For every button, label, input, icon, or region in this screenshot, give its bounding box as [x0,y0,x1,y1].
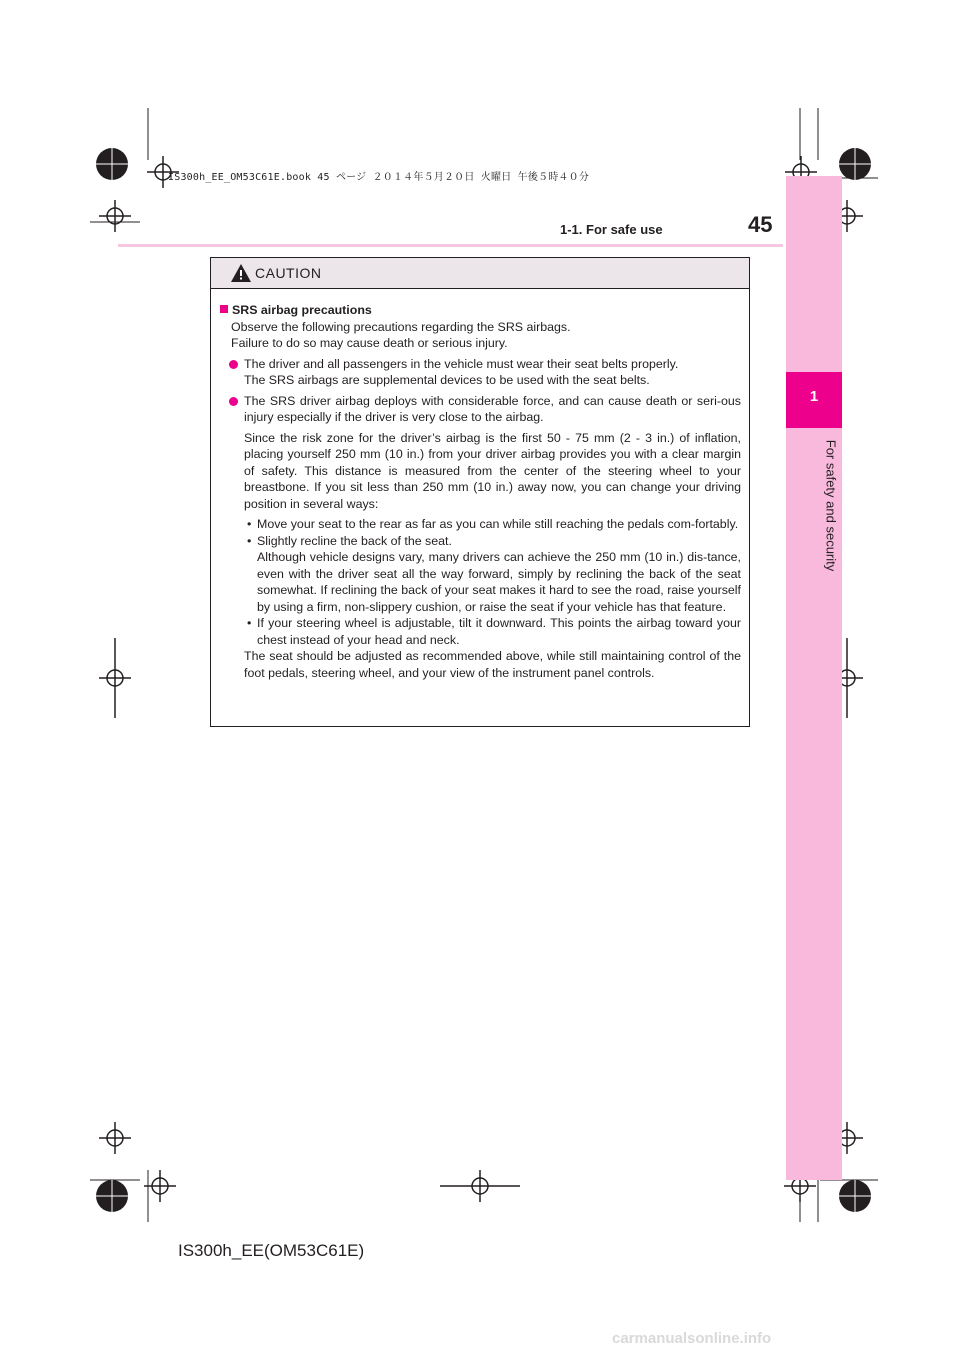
chapter-title: For safety and security [823,439,839,572]
paragraph: Although vehicle designs vary, many drivers can achieve the 250 mm (10 in.) dis-tance, even with the driver seat all the way forward, simply by reclining the back of the seat somewhat. If reclining the back of your seat makes it hard to see the road, raise yourself by using a firm, non-slippery cushion, or raise the seat if your vehicle has that feature. [257,550,741,614]
bullet-dot-icon [229,360,238,369]
paragraph: Since the risk zone for the driver’s airbag is the first 50 - 75 mm (2 - 3 in.) of inflation, placing yourself 250 mm (10 in.) from your driver airbag provides you with a clear margin of safety. This distance is measured from the center of the steering wheel to your breastbone. If you sit less than 250 mm (10 in.) away now, you can change your driving position in several ways: [244,430,741,511]
caution-label: CAUTION [255,265,322,281]
print-info: IS300h_EE_OM53C61E.book 45 ページ ２０１４年５月２０日 火曜日 午後５時４０分 [168,172,590,183]
sub-list [220,516,741,648]
caution-header [211,258,749,289]
square-bullet-icon [220,305,228,313]
section-title: 1-1. For safe use [560,222,663,237]
list-item: • Move your seat to the rear as far as you can while still reaching the pedals com-fortably. [247,517,739,531]
list-item: The SRS driver airbag deploys with considerable force, and can cause death or seri-ous injury especially if the driver is very close to the airbag. [220,393,741,426]
caution-box [210,257,750,727]
manual-code: IS300h_EE(OM53C61E) [178,1241,365,1260]
warning-icon [231,264,251,282]
list-item: • Slightly recline the back of the seat. [247,533,452,548]
chapter-number: 1 [809,388,819,405]
caution-heading: SRS airbag precautions [220,302,741,319]
list-item: • If your steering wheel is adjustable, tilt it downward. This points the airbag toward your chest instead of your head and neck. [247,616,741,647]
caution-body [211,289,749,681]
header-rule [118,244,783,247]
watermark: carmanualsonline.info [612,1330,772,1347]
intro-line: Failure to do so may cause death or serious injury. [231,336,508,350]
side-tab [786,176,842,1180]
intro-line: Observe the following precautions regarding the SRS airbags. [231,319,571,334]
bullet-dot-icon [229,397,238,406]
list-item: The driver and all passengers in the vehicle must wear their seat belts properly. The SRS airbags are supplemental devices to be used with the seat belts. [220,356,741,389]
closing-paragraph: The seat should be adjusted as recommended above, while still maintaining control of the foot pedals, steering wheel, and your view of the instrument panel controls. [244,649,741,680]
page-number: 45 [748,212,773,237]
